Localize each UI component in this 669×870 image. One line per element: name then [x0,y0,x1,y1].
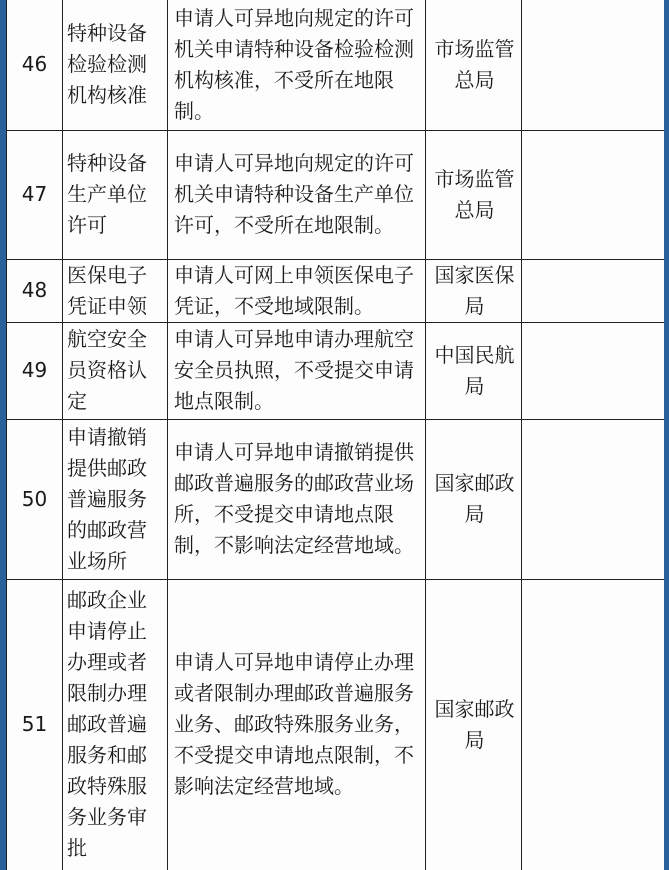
row-number: 50 [7,419,63,579]
table-row [7,0,665,130]
remark-cell [522,259,665,322]
table-row [7,579,665,870]
item-name: 申请撤销提供邮政普遍服务的邮政营业场所 [63,419,168,579]
item-name: 特种设备检验检测机构核准 [63,0,168,130]
row-number: 47 [7,130,63,259]
remark-cell [522,419,665,579]
row-number: 46 [7,0,63,130]
item-description: 申请人可异地申请办理航空安全员执照，不受提交申请地点限制。 [168,322,426,419]
remark-cell [522,322,665,419]
table-row [7,259,665,322]
item-description: 申请人可异地向规定的许可机关申请特种设备检验检测机构核准，不受所在地限制。 [168,0,426,130]
table-row [7,322,665,419]
item-description: 申请人可异地向规定的许可机关申请特种设备生产单位许可，不受所在地限制。 [168,130,426,259]
row-number: 48 [7,259,63,322]
item-name: 特种设备生产单位许可 [63,130,168,259]
item-name: 航空安全员资格认定 [63,322,168,419]
table-row [7,130,665,259]
responsible-department: 国家医保局 [426,259,522,322]
remark-cell [522,130,665,259]
responsible-department: 国家邮政局 [426,579,522,870]
items-table [6,0,664,870]
row-number: 51 [7,579,63,870]
document-sheet [6,0,664,870]
remark-cell [522,579,665,870]
item-description: 申请人可异地申请停止办理或者限制办理邮政普遍服务业务、邮政特殊服务业务，不受提交申请地点限制，不影响法定经营地域。 [168,579,426,870]
item-description: 申请人可异地申请撤销提供邮政普遍服务的邮政营业场所，不受提交申请地点限制，不影响法定经营地域。 [168,419,426,579]
remark-cell [522,0,665,130]
item-name: 邮政企业申请停止办理或者限制办理邮政普遍服务和邮政特殊服务业务审批 [63,579,168,870]
responsible-department: 国家邮政局 [426,419,522,579]
responsible-department: 市场监管总局 [426,0,522,130]
responsible-department: 市场监管总局 [426,130,522,259]
responsible-department: 中国民航局 [426,322,522,419]
table-row [7,419,665,579]
item-description: 申请人可网上申领医保电子凭证，不受地域限制。 [168,259,426,322]
item-name: 医保电子凭证申领 [63,259,168,322]
row-number: 49 [7,322,63,419]
